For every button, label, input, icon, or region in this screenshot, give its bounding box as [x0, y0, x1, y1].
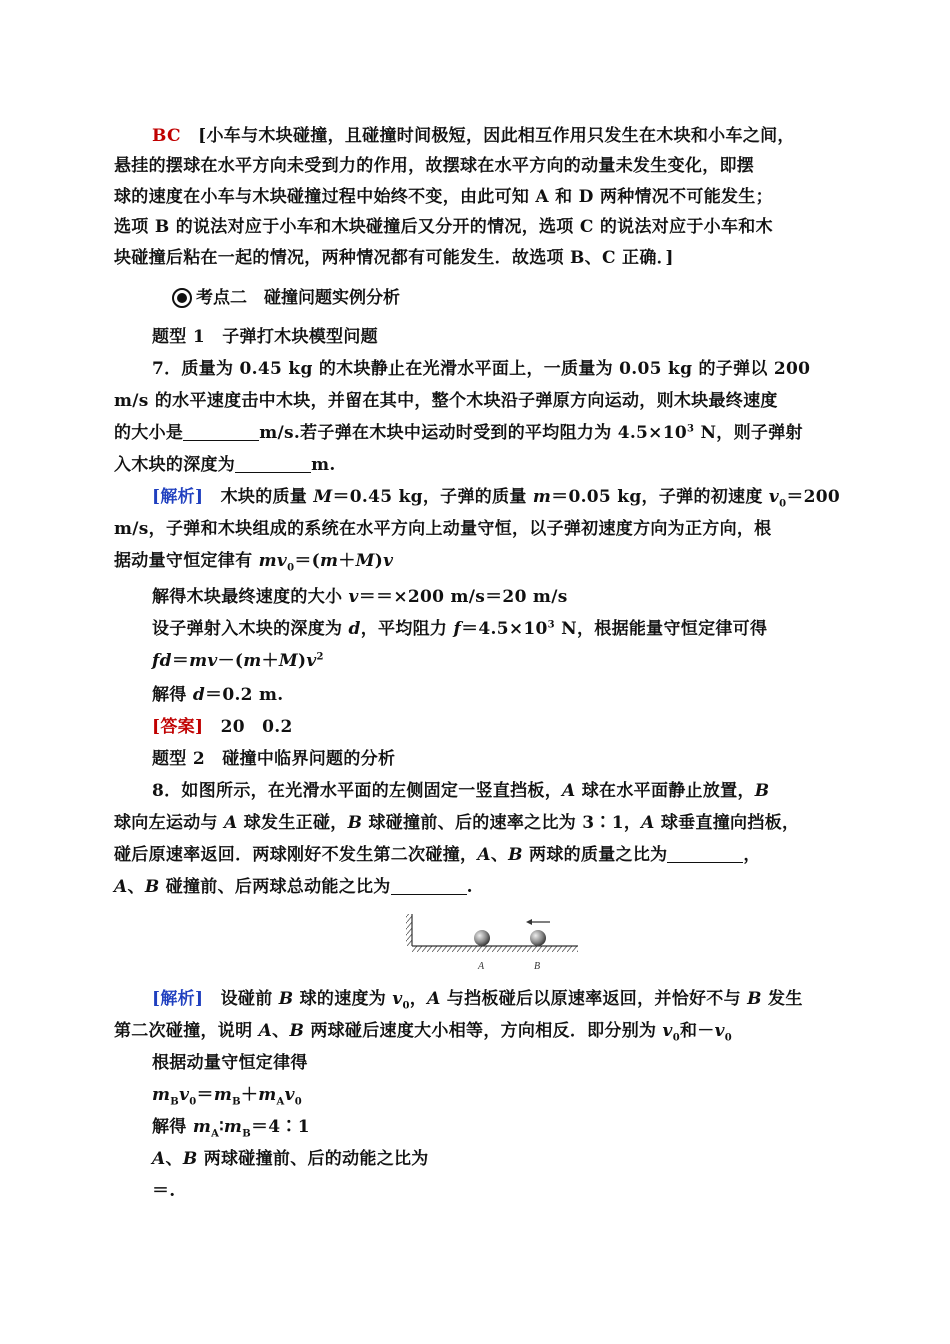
sol8-line-4: $m_Bv_0=m_B+m_Av_0$ — [152, 1085, 303, 1108]
sol8-line-7: ＝. — [152, 1181, 176, 1201]
q8-line-2: 球向左运动与 A 球发生正碰，B 球碰撞前、后的速率之比为 3∶1，A 球垂直撞向挡板， — [114, 813, 800, 833]
sol7-line-3: 据动量守恒定律有 $mv_0=(m+M)v$ — [114, 551, 394, 574]
intro-line-3: 球的速度在小车与木块碰撞过程中始终不变，由此可知 A 和 D 两种情况不可能发生； — [114, 187, 773, 207]
collision-figure — [402, 910, 582, 976]
answer-blank — [667, 844, 743, 863]
analysis-tag: [解析] — [152, 487, 204, 507]
floor — [412, 946, 578, 952]
sol7-line-5: 设子弹射入木块的深度为 d，平均阻力 $f=4.5\times 10^3$ N，根据能量守恒定律可得 — [152, 619, 768, 639]
sol7-line-6: $fd=mv-(m+M)v^2$ — [152, 651, 324, 671]
intro-text: [小车与木块碰撞，且碰撞时间极短，因此相互作用只发生在木块和小车之间， — [198, 126, 795, 146]
sol7-line-7: 解得 d＝0.2 m. — [152, 685, 284, 705]
sol7-line-2: m/s，子弹和木块组成的系统在水平方向上动量守恒，以子弹初速度方向为正方向，根 — [114, 519, 772, 539]
label-a: A — [478, 961, 485, 972]
intro-answer: BC — [152, 126, 181, 146]
q7-line-2: m/s 的水平速度击中木块，并留在其中，整个木块沿子弹原方向运动，则木块最终速度 — [114, 391, 778, 411]
type2-title: 题型 2 碰撞中临界问题的分析 — [152, 749, 396, 769]
ball-b — [530, 930, 546, 946]
sol8-line-6: A、B 两球碰撞前、后的动能之比为 — [152, 1149, 429, 1169]
bullet-circle-icon — [172, 288, 192, 308]
sol8-line-1: [解析] 设碰前 B 球的速度为 $v_0$，A 与挡板碰后以原速率返回，并恰好不与 B 发生 — [152, 989, 803, 1012]
sol7-line-1: [解析] 木块的质量 M＝0.45 kg，子弹的质量 m＝0.05 kg，子弹的初速度 $v_0=200$ — [152, 487, 841, 510]
sol8-line-5: 解得 $m_A∶m_B=4∶1$ — [152, 1117, 310, 1140]
analysis-tag: [解析] — [152, 989, 204, 1009]
sol8-line-2: 第二次碰撞，说明 A、B 两球碰后速度大小相等，方向相反．即分别为 $v_0$和$-v_0$ — [114, 1021, 733, 1044]
wall — [406, 914, 412, 946]
sol7-line-4: 解得木块最终速度的大小 v＝＝×200 m/s＝20 m/s — [152, 587, 568, 607]
section-heading — [172, 283, 400, 313]
answer-tag: [答案] — [152, 717, 204, 737]
intro-line-2: 悬挂的摆球在水平方向未受到力的作用，故摆球在水平方向的动量未发生变化，即摆 — [114, 156, 755, 176]
section-title: 考点二 碰撞问题实例分析 — [196, 288, 400, 308]
intro-line-4: 选项 B 的说法对应于小车和木块碰撞后又分开的情况，选项 C 的说法对应于小车和木 — [114, 217, 773, 237]
q7-line-4: 入木块的深度为 m. — [114, 455, 336, 475]
ball-a — [474, 930, 490, 946]
sol8-line-3: 根据动量守恒定律得 — [152, 1053, 308, 1073]
type1-title: 题型 1 子弹打木块模型问题 — [152, 327, 378, 347]
sol7-answer: [答案] 20 0.2 — [152, 717, 293, 737]
q8-line-3: 碰后原速率返回．两球刚好不发生第二次碰撞，A、B 两球的质量之比为 ， — [114, 845, 761, 865]
intro-line-5: 块碰撞后粘在一起的情况，两种情况都有可能发生．故选项 B、C 正确．] — [114, 248, 674, 268]
q8-line-1: 8．如图所示，在光滑水平面的左侧固定一竖直挡板，A 球在水平面静止放置，B — [152, 781, 770, 801]
q7-line-3: 的大小是 m/s.若子弹在木块中运动时受到的平均阻力为 $4.5\times 10^3$ N，则子弹射 — [114, 423, 803, 443]
q8-line-4: A、B 碰撞前、后两球总动能之比为 . — [114, 877, 473, 897]
intro-line-1 — [152, 121, 842, 151]
answer-blank — [183, 422, 259, 441]
q7-line-1: 7．质量为 0.45 kg 的木块静止在光滑水平面上，一质量为 0.05 kg 的子弹以 200 — [152, 359, 811, 379]
answer-blank — [391, 876, 467, 895]
answer-blank — [235, 454, 311, 473]
label-b: B — [534, 961, 541, 972]
arrow-left-icon — [526, 919, 550, 925]
